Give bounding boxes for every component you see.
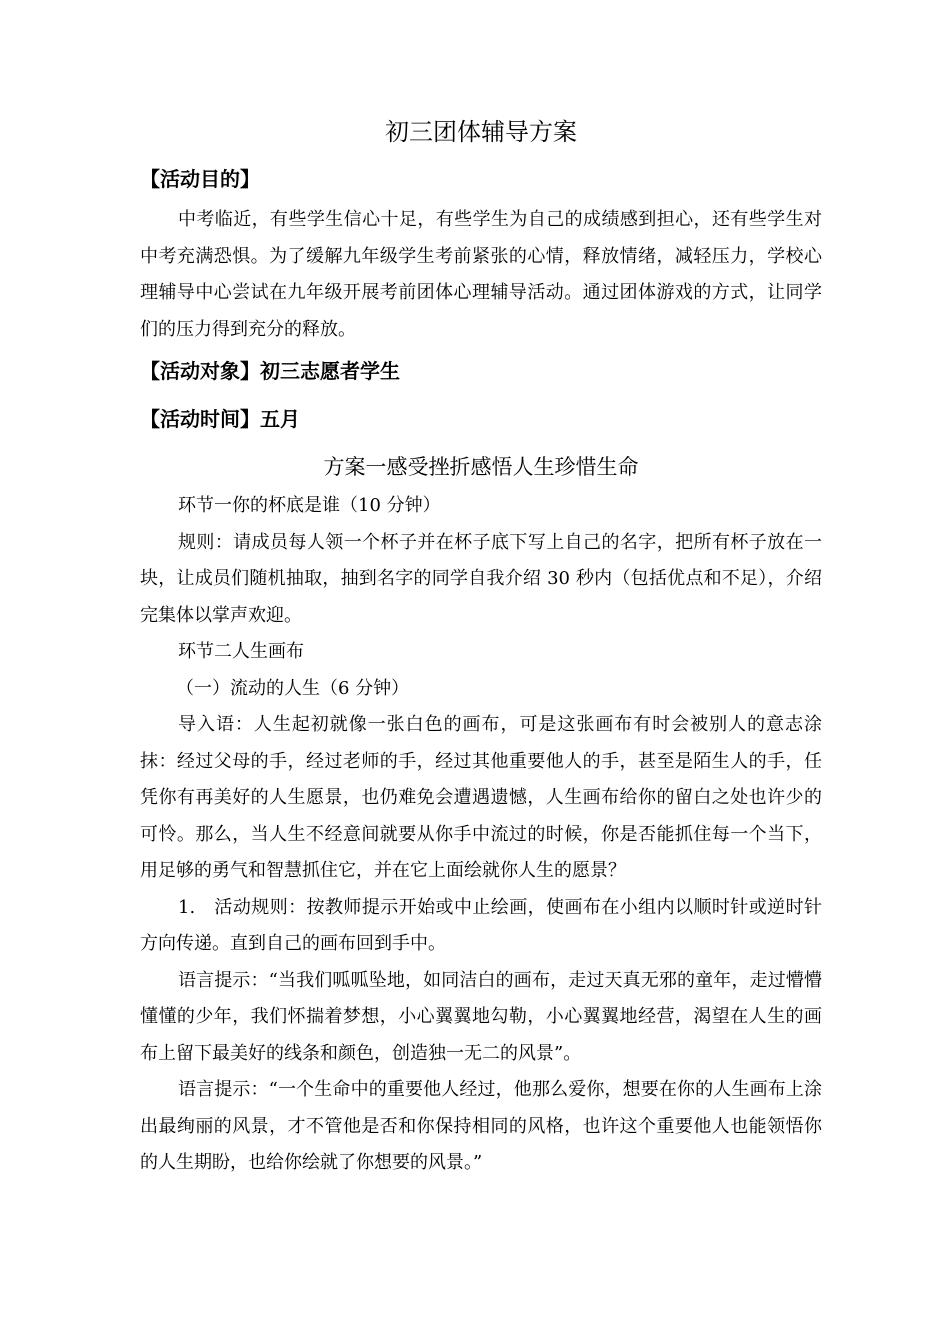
rule-1-number: 1. [178,896,196,918]
step1-rule: 规则：请成员每人领一个杯子并在杯子底下写上自己的名字，把所有杯子放在一块，让成员们随机抽取，抽到名字的同学自我介绍 30 秒内（包括优点和不足），介绍完集体以掌声欢迎。 [140,531,822,626]
target-heading: 【活动对象】初三志愿者学生 [140,359,400,383]
time-heading: 【活动时间】五月 [140,407,300,431]
purpose-heading: 【活动目的】 [140,167,260,191]
step1-title: 环节一你的杯底是谁（10 分钟） [178,495,441,516]
rule-1-item [140,890,822,963]
page-title: 初三团体辅导方案 [385,118,577,146]
step2-subsection-1: （一）流动的人生（6 分钟） [176,677,410,699]
intro-paragraph: 导入语：人生起初就像一张白色的画布，可是这张画布有时会被别人的意志涂抹：经过父母的手，经过老师的手，经过其他重要他人的手，甚至是陌生人的手，任凭你有再美好的人生愿景，也仍难免会遭遇遗憾，人生画布给你的留白之处也许少的可怜。那么，当人生不经意间就要从你手中流过的时候，你是否能抓住每一个当下，用足够的勇气和智慧抓住它，并在它上面绘就你人生的愿景？ [140,714,822,881]
purpose-paragraph: 中考临近，有些学生信心十足，有些学生为自己的成绩感到担心，还有些学生对中考充满恐惧。为了缓解九年级学生考前紧张的心情，释放情绪，减轻压力，学校心理辅导中心尝试在九年级开展考前团体心理辅导活动。通过团体游戏的方式，让同学们的压力得到充分的释放。 [140,209,822,340]
document-page [140,100,822,1182]
language-hint-1: 语言提示：“当我们呱呱坠地，如同洁白的画布，走过天真无邪的童年，走过懵懵懂懂的少年，我们怀揣着梦想，小心翼翼地勾勒，小心翼翼地经营，渴望在人生的画布上留下最美好的线条和颜色，创造独一无二的风景”。 [140,969,822,1064]
language-hint-2: 语言提示：“一个生命中的重要他人经过，他那么爱你，想要在你的人生画布上涂出最绚丽的风景，才不管他是否和你保持相同的风格，也许这个重要他人也能领悟你的人生期盼，也给你绘就了你想要的风景。” [140,1079,822,1173]
step2-title: 环节二人生画布 [178,641,304,662]
rule-1-text: 活动规则：按教师提示开始或中止绘画，使画布在小组内以顺时针或逆时针方向传递。直到自己的画布回到手中。 [140,896,822,954]
plan-subtitle: 方案一感受挫折感悟人生珍惜生命 [323,455,639,479]
